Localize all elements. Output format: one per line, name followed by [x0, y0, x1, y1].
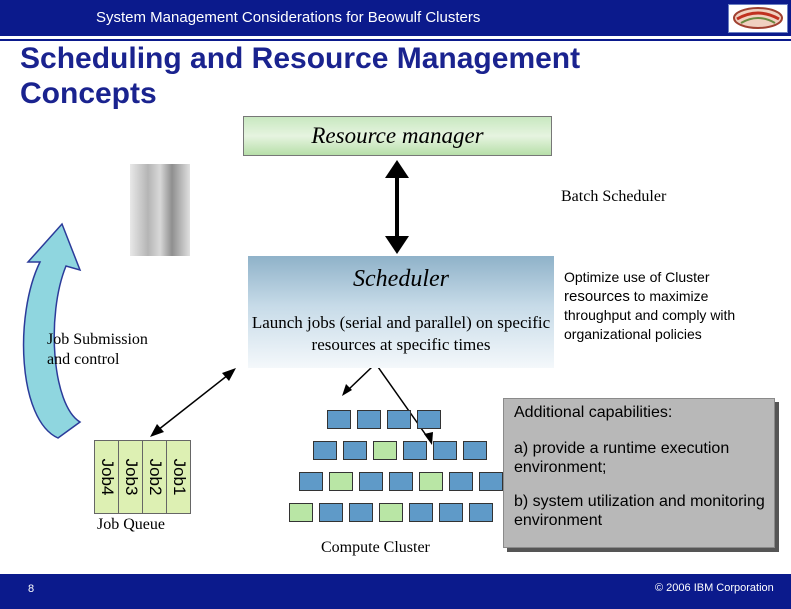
job-label-4: Job4	[97, 458, 117, 496]
submission-arrow-head-b	[222, 368, 236, 381]
compute-node	[449, 472, 473, 491]
compute-node	[419, 472, 443, 491]
compute-node	[343, 441, 367, 460]
compute-node	[373, 441, 397, 460]
resource-manager-box: Resource manager	[243, 116, 552, 156]
rm-scheduler-arrow-head-up	[385, 160, 409, 178]
compute-node	[359, 472, 383, 491]
compute-node	[313, 441, 337, 460]
compute-node	[433, 441, 457, 460]
submission-arrow-line	[158, 375, 228, 430]
rm-scheduler-arrow-head-down	[385, 236, 409, 254]
compute-node	[387, 410, 411, 429]
compute-node	[417, 410, 441, 429]
job-submission-label: Job Submission and control	[47, 331, 148, 368]
submission-arrow-head-a	[150, 424, 164, 437]
copyright: © 2006 IBM Corporation	[655, 582, 774, 594]
compute-node	[389, 472, 413, 491]
header-title: System Management Considerations for Beowulf Clusters	[96, 9, 481, 26]
compute-node	[289, 503, 313, 522]
job-label-3: Job3	[121, 458, 141, 496]
compute-node	[469, 503, 493, 522]
compute-node	[409, 503, 433, 522]
scheduler-cluster-arrow-1-head	[342, 384, 352, 396]
capability-item-b: b) system utilization and monitoring environment	[514, 493, 765, 529]
job-label-2: Job2	[145, 458, 165, 496]
optimize-line1: Optimize use of Cluster	[564, 269, 710, 285]
compute-node	[349, 503, 373, 522]
compute-node	[299, 472, 323, 491]
compute-node	[479, 472, 503, 491]
optimize-rest: throughput and comply with organizational policies	[564, 307, 736, 342]
job-queue-label: Job Queue	[97, 516, 165, 533]
job-cell-3	[118, 440, 143, 514]
compute-node	[319, 503, 343, 522]
compute-node	[357, 410, 381, 429]
capabilities-heading: Additional capabilities:	[514, 404, 673, 421]
page-number: 8	[28, 583, 35, 595]
job-cell-1	[166, 440, 191, 514]
scheduler-title: Scheduler	[353, 266, 449, 292]
slide-title: Scheduling and Resource Management Concepts	[20, 42, 581, 110]
scheduler-description: Launch jobs (serial and parallel) on specific resources at specific times	[251, 313, 551, 354]
optimize-note	[564, 268, 764, 344]
optimize-line2-rest: to maximize	[629, 288, 709, 304]
scheduler-cluster-arrow-1	[348, 367, 372, 390]
optimize-line2-big: resources	[564, 288, 630, 305]
batch-scheduler-label: Batch Scheduler	[561, 188, 667, 205]
compute-node	[439, 503, 463, 522]
compute-node	[463, 441, 487, 460]
job-cell-2	[142, 440, 167, 514]
compute-node	[379, 503, 403, 522]
job-label-1: Job1	[169, 458, 189, 496]
compute-node	[403, 441, 427, 460]
capability-item-a: a) provide a runtime execution environment;	[514, 440, 730, 476]
compute-node	[329, 472, 353, 491]
job-cell-4	[94, 440, 119, 514]
compute-node	[327, 410, 351, 429]
compute-cluster-label: Compute Cluster	[321, 539, 430, 556]
